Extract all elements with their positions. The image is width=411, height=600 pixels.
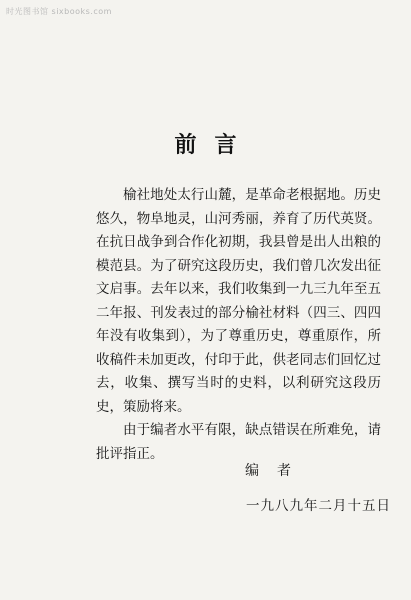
watermark-text: 时光图书馆 sixbooks.com <box>6 7 112 16</box>
preface-paragraph-1: 榆社地处太行山麓，是革命老根据地。历史悠久，物阜地灵，山河秀丽，养育了历代英贤。在抗日战争到合作化初期，我县曾是出人出粮的模范县。为了研究这段历史，我们曾几次发出征文启事。去年以来，我们收集到一九三九年至五二年报、刊发表过的部分榆社材料（四三、四四年没有收集到），为了尊重历史，尊重原作，所收稿件未加更改，付印于此，供老同志们回忆过去，收集、撰写当时的史料，以利研究这段历史，策励将来。 <box>96 187 381 415</box>
preface-date: 一九八九年二月十五日 <box>246 498 391 514</box>
preface-body <box>96 184 381 466</box>
page-title: 前言 <box>174 133 255 158</box>
editor-signature: 编者 <box>245 463 309 479</box>
preface-paragraph-2: 由于编者水平有限，缺点错误在所难免，请批评指正。 <box>96 422 381 462</box>
